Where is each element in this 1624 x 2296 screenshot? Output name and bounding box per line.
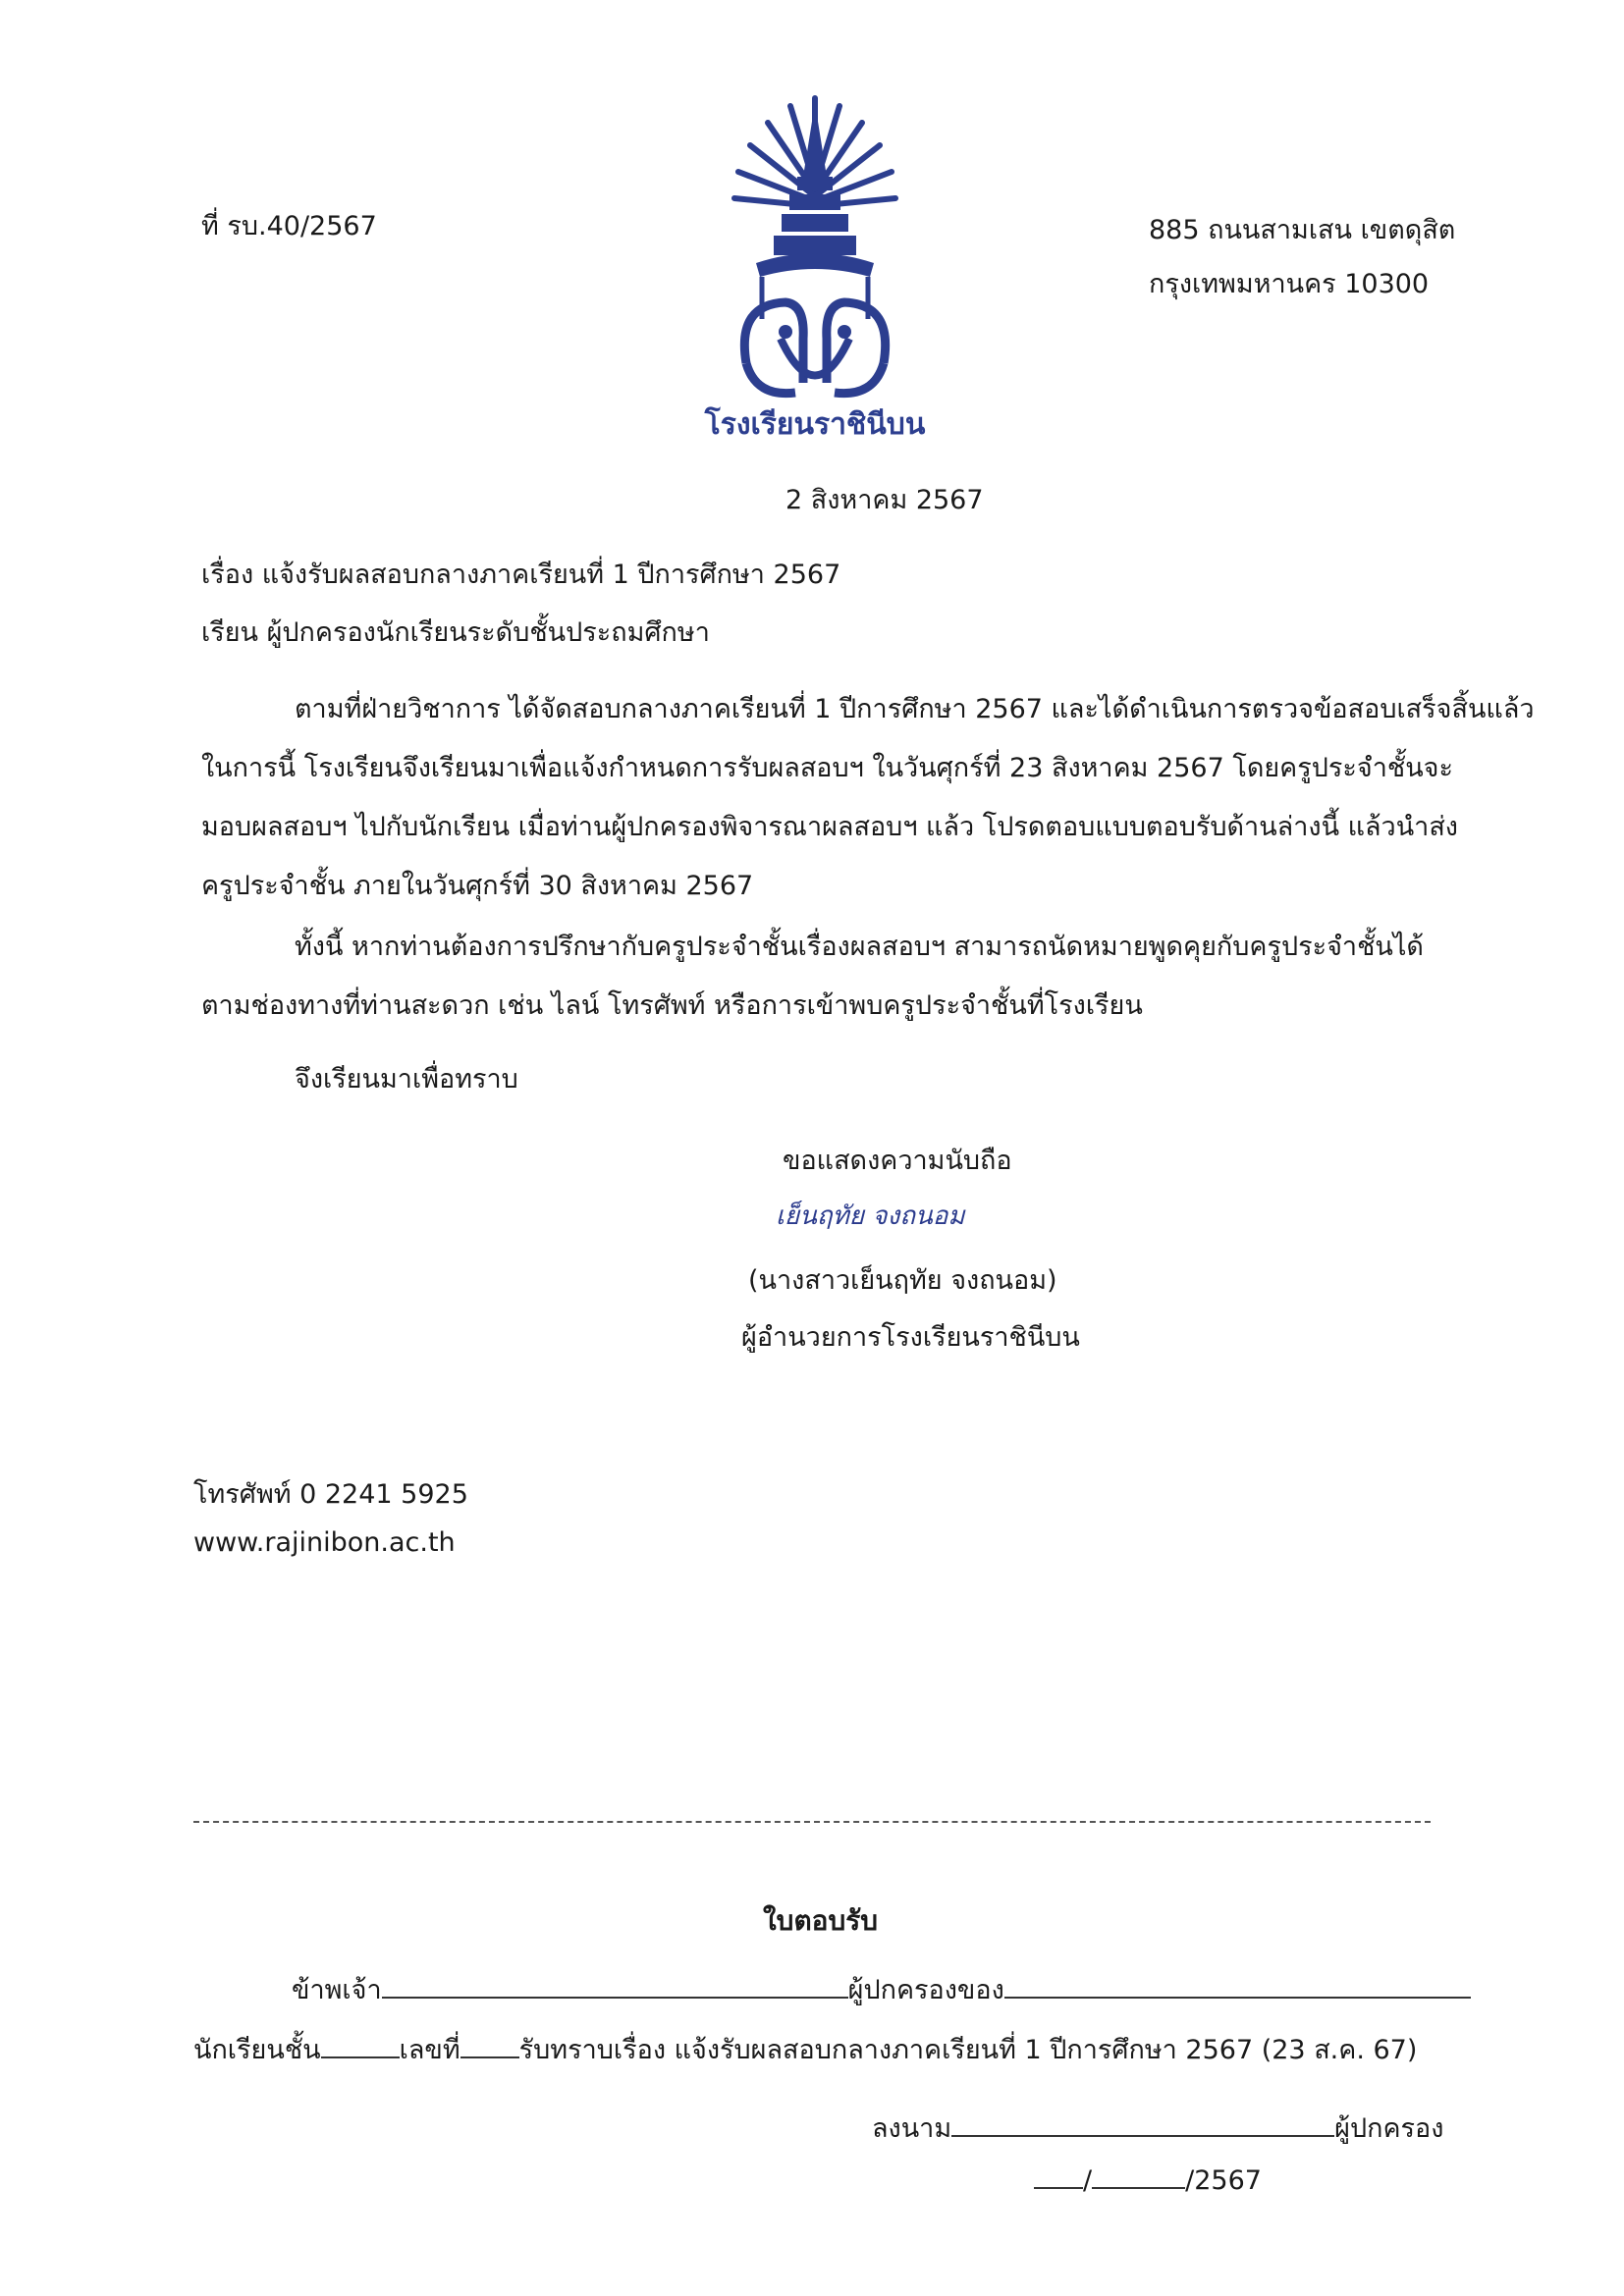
body-line: ตามช่องทางที่ท่านสะดวก เช่น ไลน์ โทรศัพท์ หรือการเข้าพบครูประจำชั้นที่โรงเรียน bbox=[201, 990, 1143, 1021]
address-line-1: 885 ถนนสามเสน เขตดุสิต bbox=[1149, 215, 1456, 245]
reply-date-row bbox=[1034, 2165, 1262, 2196]
cut-line-divider bbox=[193, 1821, 1431, 1823]
student-name-field[interactable] bbox=[1004, 1977, 1471, 1999]
body-paragraph-1 bbox=[201, 680, 1535, 916]
contact-phone: โทรศัพท์ 0 2241 5925 bbox=[193, 1479, 468, 1510]
contact-website[interactable]: www.rajinibon.ac.th bbox=[193, 1527, 456, 1558]
signature-field[interactable] bbox=[951, 2115, 1334, 2137]
sign-label: ลงนาม bbox=[872, 2113, 952, 2144]
class-field[interactable] bbox=[321, 2037, 400, 2058]
guardian-of-label: ผู้ปกครองของ bbox=[847, 1975, 1004, 2005]
acknowledge-text: รับทราบเรื่อง แจ้งรับผลสอบกลางภาคเรียนที่ 1 ปีการศึกษา 2567 (23 ส.ค. 67) bbox=[518, 2035, 1418, 2065]
student-number-field[interactable] bbox=[460, 2037, 519, 2058]
closing-line: จึงเรียนมาเพื่อทราบ bbox=[295, 1064, 518, 1095]
student-class-label: นักเรียนชั้น bbox=[193, 2035, 321, 2065]
guardian-name-field[interactable] bbox=[382, 1977, 848, 1999]
day-field[interactable] bbox=[1034, 2167, 1083, 2189]
recipient-line: เรียน ผู้ปกครองนักเรียนระดับชั้นประถมศึกษา bbox=[201, 617, 710, 648]
reply-row-2 bbox=[193, 2028, 1417, 2070]
body-line: ทั้งนี้ หากท่านต้องการปรึกษากับครูประจำชั้นเรื่องผลสอบฯ สามารถนัดหมายพูดคุยกับครูประจำชั้นได้ bbox=[295, 932, 1424, 962]
reply-row-3 bbox=[872, 2107, 1443, 2149]
date-year: /2567 bbox=[1185, 2165, 1262, 2196]
i-label: ข้าพเจ้า bbox=[292, 1975, 382, 2005]
date-separator: / bbox=[1083, 2165, 1093, 2196]
reply-row-1 bbox=[292, 1968, 1471, 2010]
month-field[interactable] bbox=[1092, 2167, 1185, 2189]
letter-date: 2 สิงหาคม 2567 bbox=[785, 485, 984, 515]
regards-text: ขอแสดงความนับถือ bbox=[783, 1146, 1012, 1176]
guardian-label: ผู้ปกครอง bbox=[1334, 2113, 1444, 2144]
signature: เย็นฤทัย จงถนอม bbox=[776, 1201, 965, 1231]
subject-line: เรื่อง แจ้งรับผลสอบกลางภาคเรียนที่ 1 ปีการศึกษา 2567 bbox=[201, 560, 841, 590]
body-line: ตามที่ฝ่ายวิชาการ ได้จัดสอบกลางภาคเรียนที่ 1 ปีการศึกษา 2567 และได้ดำเนินการตรวจข้อสอบเสร็จสิ้นแล้ว bbox=[295, 694, 1535, 724]
reply-form-title: ใบตอบรับ bbox=[763, 1904, 879, 1937]
school-logo bbox=[687, 69, 943, 442]
body-paragraph-2 bbox=[201, 918, 1438, 1036]
body-line: ในการนี้ โรงเรียนจึงเรียนมาเพื่อแจ้งกำหนดการรับผลสอบฯ ในวันศุกร์ที่ 23 สิงหาคม 2567 โดยครูประจำชั้นจะ bbox=[201, 753, 1453, 783]
body-line: มอบผลสอบฯ ไปกับนักเรียน เมื่อท่านผู้ปกครองพิจารณาผลสอบฯ แล้ว โปรดตอบแบบตอบรับด้านล่างนี้ แล้วนำส่ง bbox=[201, 812, 1458, 842]
signer-name: (นางสาวเย็นฤทัย จงถนอม) bbox=[748, 1265, 1057, 1296]
document-number: ที่ รบ.40/2567 bbox=[201, 211, 377, 241]
address-line-2: กรุงเทพมหานคร 10300 bbox=[1149, 269, 1430, 299]
signer-position: ผู้อำนวยการโรงเรียนราชินีบน bbox=[741, 1322, 1080, 1353]
number-label: เลขที่ bbox=[399, 2035, 460, 2065]
school-logo-text: โรงเรียนราชินีบน bbox=[704, 407, 926, 442]
body-line: ครูประจำชั้น ภายในวันศุกร์ที่ 30 สิงหาคม 2567 bbox=[201, 871, 754, 901]
